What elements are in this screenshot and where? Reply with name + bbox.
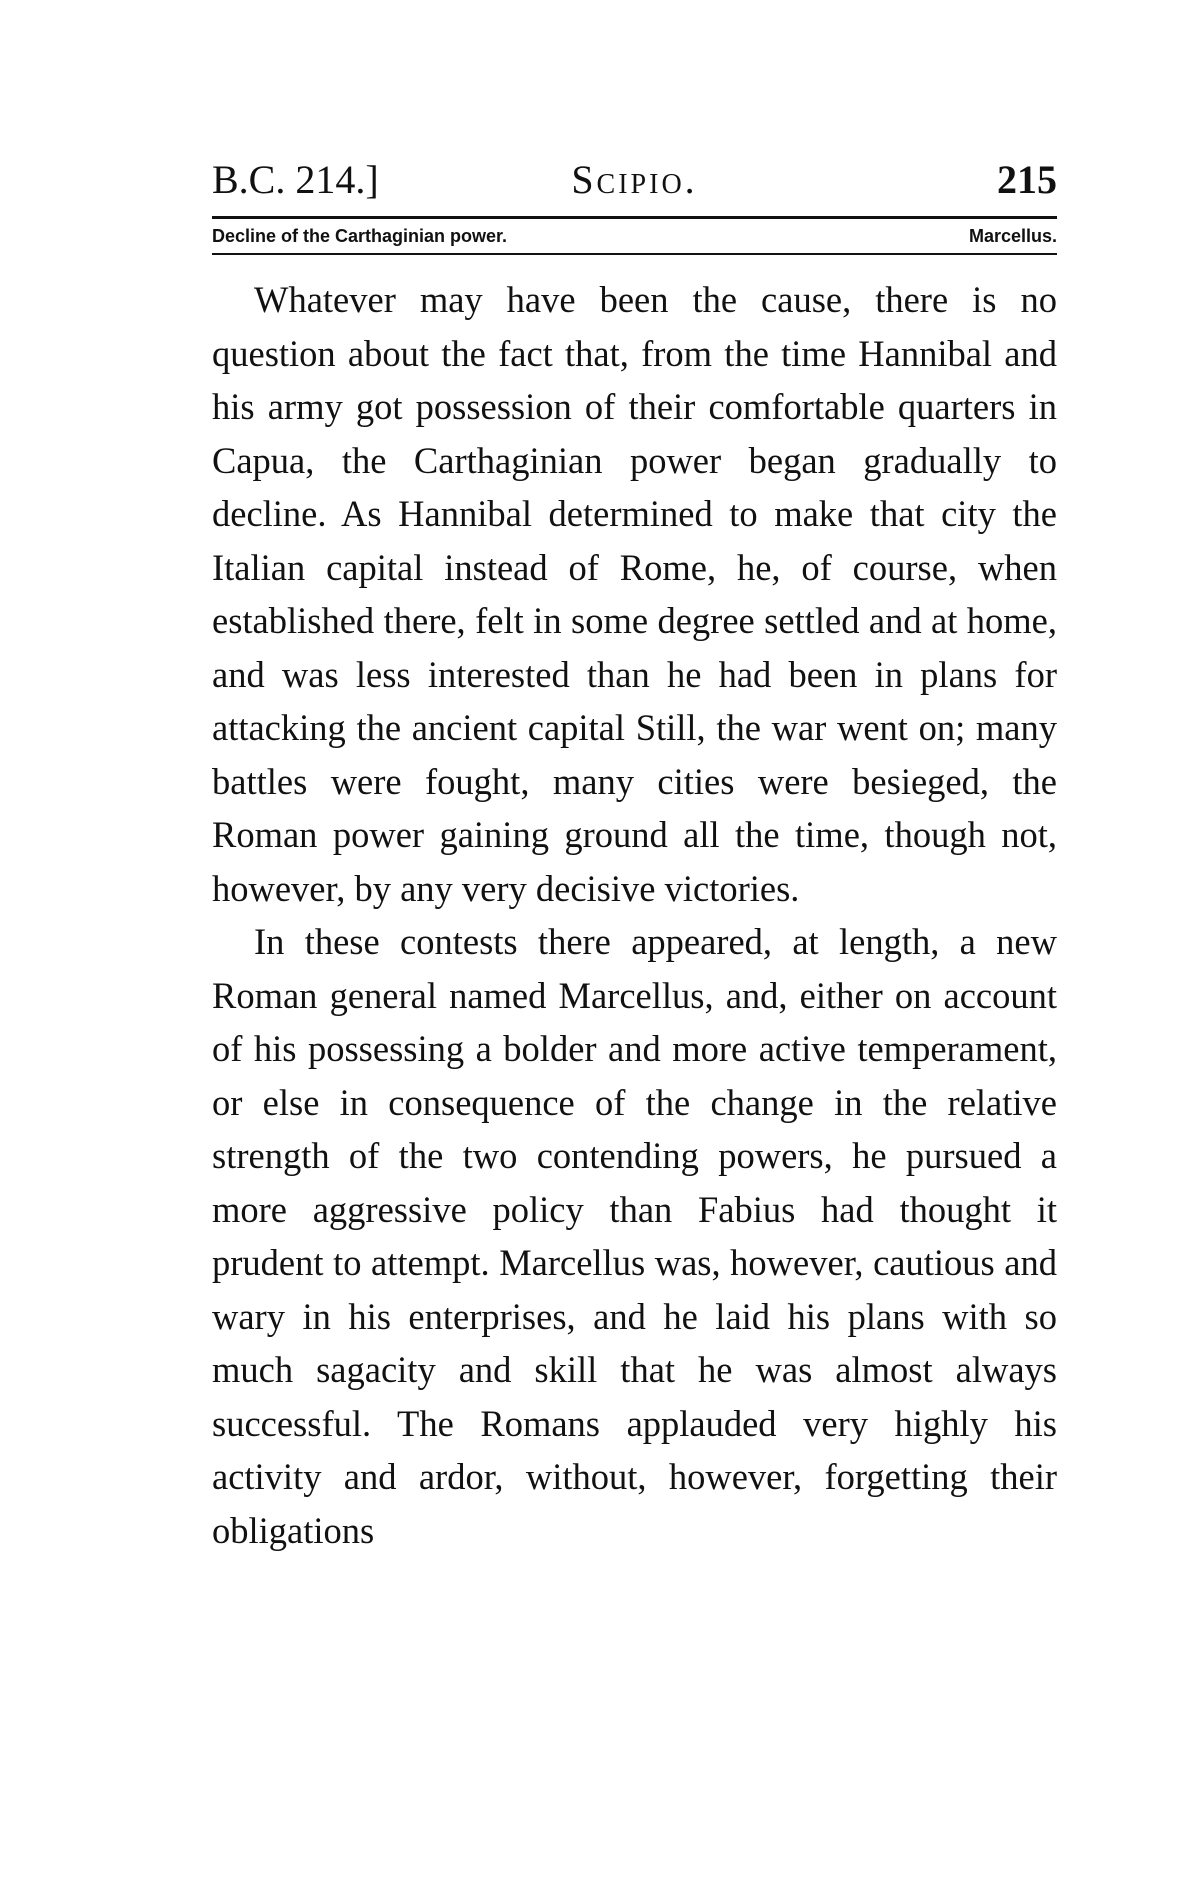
section-subheader (212, 219, 1057, 253)
subheader-keyword: Marcellus. (968, 226, 1057, 246)
header-date: B.C. 214.] (212, 157, 379, 202)
book-page (212, 150, 1057, 1557)
running-header (212, 150, 1057, 210)
page-number: 215 (997, 157, 1057, 202)
body-text (212, 273, 1057, 1557)
paragraph: Whatever may have been the cause, there is no question about the fact that, from the time Hannibal and his army got possession of their comfortable quarters in Capua, the Carthaginian power began gradually to decline. As Hannibal determined to make that city the Italian capital instead of Rome, he, of course, when established there, felt in some degree settled and at home, and was less interested than he had been in plans for attacking the ancient capital Still, the war went on; many battles were fought, many cities were besieged, the Roman power gaining ground all the time, though not, however, by any very decisive victories. (212, 279, 1057, 909)
paragraph: In these contests there appeared, at length, a new Roman general named Marcellus, and, either on account of his possessing a bolder and more active temperament, or else in consequence of the change in the relative strength of the two contending powers, he pursued a more aggressive policy than Fabius had thought it prudent to attempt. Marcellus was, however, cautious and wary in his enterprises, and he laid his plans with so much sagacity and skill that he was almost always successful. The Romans applauded very highly his activity and ardor, without, however, forgetting their obligations (212, 921, 1057, 1551)
header-title: Scipio. (571, 157, 698, 202)
subheader-topic: Decline of the Carthaginian power. (212, 226, 508, 246)
subheader-rule (212, 253, 1057, 255)
